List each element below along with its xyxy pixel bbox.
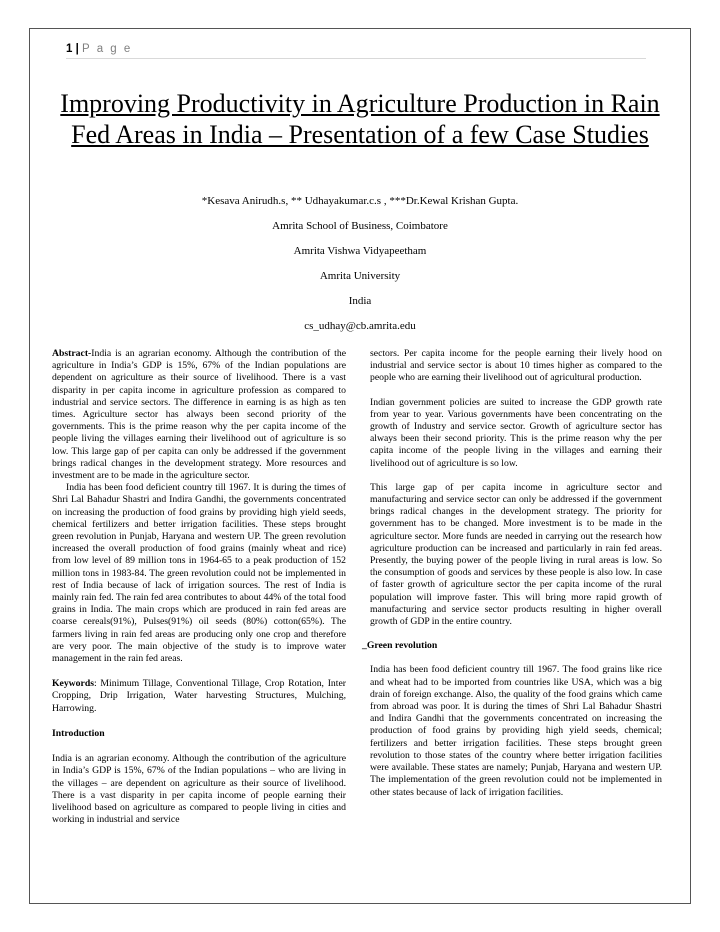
introduction-heading: Introduction: [52, 727, 105, 739]
right-paragraph-3: This large gap of per capita income in agriculture sector and manufacturing and service sector can only be addressed if the government brings radical changes in the development strategy. The priority for government has to be changed. More investment is to be made in the agriculture sector. More funds are needed in carrying out the research how agriculture production can be increased and particularly in rain fed areas. Presently, the buying power of the people living in rural areas is low. So the consumption of goods and services by these people is also low. In case of faster growth of agriculture sector the per capita income of the rural population will improve faster. This will bring more rapid growth of manufacturing and service sector products resulting in higher overall growth of GDP in the entire country.: [370, 481, 662, 628]
email: cs_udhay@cb.amrita.edu: [304, 320, 416, 332]
green-revolution-heading-prefix: _: [362, 640, 367, 652]
affiliation-school: Amrita School of Business, Coimbatore: [272, 220, 448, 232]
affiliation-university: Amrita University: [319, 270, 401, 282]
right-paragraph-1: sectors. Per capita income for the people earning their lively hood on industrial and service sector is about 10 times higher as compared to the people who are earning their livelihood out of agricultural production.: [370, 348, 662, 384]
abstract-label: Abstract-: [52, 348, 92, 359]
page-label: P a g e: [82, 43, 133, 55]
affiliation-vidyapeetham: Amrita Vishwa Vidyapeetham: [293, 245, 427, 257]
keywords-text: : Minimum Tillage, Conventional Tillage, Crop Rotation, Inter Cropping, Drip Irrigation, Water harvesting Structures, Mulching, Harrowing.: [52, 678, 346, 714]
introduction-paragraph: India is an agrarian economy. Although the contribution of the agriculture in India’s GDP is 15%, 67% of the Indian populations – who are living in the villages – are dependent on agriculture as their source of livelihood. There is a vast disparity in per capita income of people earning their livelihood based on agriculture as compared to people living in cities and working in industrial and service: [52, 753, 346, 826]
green-revolution-heading: [362, 640, 662, 652]
page-number-separator: |: [75, 43, 79, 55]
page-number: 1: [66, 43, 73, 55]
country: India: [348, 295, 372, 307]
right-column: [362, 348, 662, 799]
left-column: [52, 348, 346, 826]
authors: *Kesava Anirudh.s, ** Udhayakumar.c.s , ***Dr.Kewal Krishan Gupta.: [201, 195, 519, 207]
green-revolution-paragraph: India has been food deficient country till 1967. The food grains like rice and wheat had to be imported from countries like USA, which was a big drain of foreign exchange. Also, the quality of the food grains which came from abroad was poor. It is during the times of Shri Lal Bahadur Shastri and Indira Gandhi that the governments concentrated on increasing the production of food grains by providing high yield seeds, chemical; fertilizers and better irrigation facilities. These steps brought green revolution to those states of the country where better irrigation facilities were available. These states are namely; Punjab, Haryana and western UP. The implementation of the green revolution could not be implemented in other states because of lack of irrigation facilities.: [370, 664, 662, 798]
abstract-paragraph-2: India has been food deficient country till 1967. It is during the times of Shri Lal Bahadur Shastri and Indira Gandhi, the governments concentrated on increasing the production of food grains by providing high yield seeds, chemical fertilizers and better irrigation facilities. These steps brought green revolution in Punjab, Haryana and western UP. The green revolution increased the overall production of food grains (mainly wheat and rice) from low level of 89 million tons in 1964-65 to a peak production of 152 million tons in 1983-84. The green revolution could not be implemented in rest of India because of lack of irrigation sources. The rest of India is mainly rain fed. The rain fed area contributes to about 44% of the total food grains in India. The main crops which are produced in rain fed areas are coarse cereals(91%), Pulses(91%) oil seeds (80%) cotton(65%). The farmers living in rain fed areas are producing only one crop and therefore are very poor. The main objective of the study is to improve water management in the rain fed areas.: [52, 482, 346, 665]
abstract-paragraph: [52, 348, 346, 482]
abstract-text: India is an agrarian economy. Although the contribution of the agriculture in India’s GDP is 15%, 67% of the Indian populations are dependent on agriculture as their source of livelihood. There is a vast disparity in per capita income in agriculture profession as compared to industrial and service sectors. The difference in earning is as high as ten times. Agriculture sector has always been second priority of the governments. This is the prime reason why the per capita income of the people living the villages earning their livelihood out of agriculture is so low. This large gap of per capita can only be addressed if the government brings radical changes in the development strategy. More resources and investment are to be made in the agriculture sector.: [52, 348, 346, 482]
page-header: [66, 43, 646, 59]
right-paragraph-2: Indian government policies are suited to increase the GDP growth rate from year to year. Various governments have been concentrating on the growth of Industry and service sector. Growth of agriculture sector has always been their second priority. This is the prime reason why the per capita income of the people living in the villages and earning their livelihood out of agriculture is so low.: [370, 396, 662, 469]
green-revolution-heading-text: Green revolution: [366, 640, 438, 652]
paper-title: Improving Productivity in Agriculture Production in Rain Fed Areas in India – Presentation of a few Case Studies: [60, 89, 660, 149]
keywords-label: Keywords: [52, 678, 94, 690]
keywords-paragraph: [52, 678, 346, 715]
